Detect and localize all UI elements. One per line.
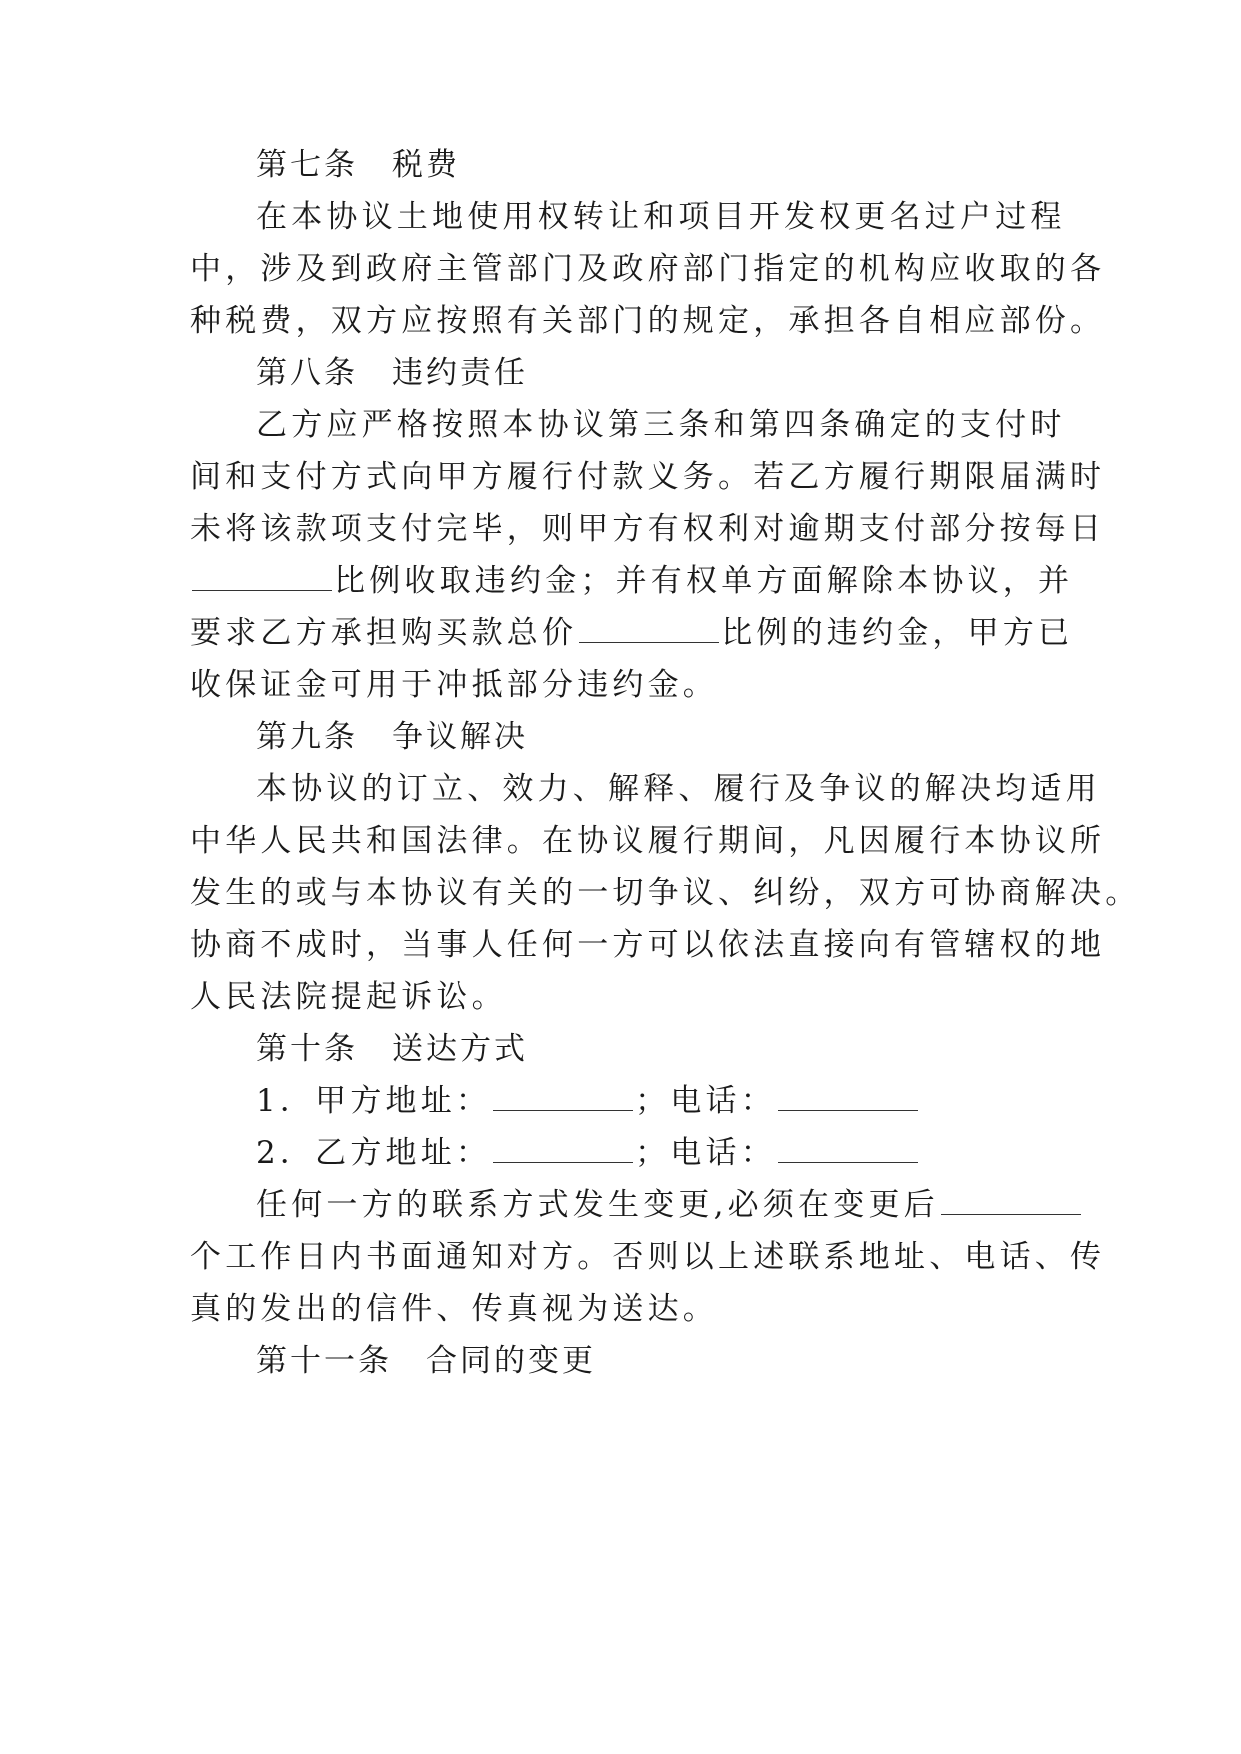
article-title: 税费 xyxy=(392,147,460,183)
notice-days-blank[interactable] xyxy=(941,1188,1081,1215)
party-a-phone-blank[interactable] xyxy=(778,1084,918,1111)
article-number: 第七条 xyxy=(256,147,358,183)
paragraph-text: 要求乙方承担购买款总价 xyxy=(190,615,578,651)
article-11-heading xyxy=(256,1341,1070,1381)
party-a-contact-line xyxy=(256,1081,1070,1121)
article-number: 第九条 xyxy=(256,719,358,755)
paragraph-text: 比例收取违约金；并有权单方面解除本协议，并 xyxy=(334,563,1074,599)
article-10-heading xyxy=(256,1029,1070,1069)
article-title: 送达方式 xyxy=(392,1031,528,1067)
party-a-address-blank[interactable] xyxy=(493,1084,633,1111)
article-number: 第八条 xyxy=(256,355,358,391)
article-9-heading xyxy=(256,717,1070,757)
article-title: 争议解决 xyxy=(392,719,528,755)
party-b-address-blank[interactable] xyxy=(493,1136,633,1163)
fill-blank-penalty-rate[interactable] xyxy=(579,616,719,643)
paragraph-line: 收保证金可用于冲抵部分违约金。 xyxy=(190,667,718,703)
paragraph-line: 真的发出的信件、传真视为送达。 xyxy=(190,1291,718,1327)
article-title: 违约责任 xyxy=(392,355,528,391)
paragraph-text: 比例的违约金，甲方已 xyxy=(721,615,1074,651)
paragraph-text: 任何一方的联系方式发生变更,必须在变更后 xyxy=(256,1187,939,1223)
party-b-phone-blank[interactable] xyxy=(778,1136,918,1163)
paragraph-line: 乙方应严格按照本协议第三条和第四条确定的支付时 xyxy=(256,407,1066,443)
article-7-heading xyxy=(256,145,1070,185)
address-label: 2．乙方地址： xyxy=(256,1135,492,1171)
article-8-heading xyxy=(256,353,1070,393)
article-title: 合同的变更 xyxy=(426,1343,596,1379)
article-number: 第十一条 xyxy=(256,1343,392,1379)
paragraph-line: 人民法院提起诉讼。 xyxy=(190,979,507,1015)
paragraph-line: 协商不成时，当事人任何一方可以依法直接向有管辖权的地 xyxy=(190,927,1106,963)
paragraph-line: 发生的或与本协议有关的一切争议、纠纷，双方可协商解决。 xyxy=(190,875,1141,911)
paragraph-line: 未将该款项支付完毕，则甲方有权利对逾期支付部分按每日 xyxy=(190,511,1106,547)
paragraph-line xyxy=(256,1185,1070,1225)
paragraph-line: 中华人民共和国法律。在协议履行期间，凡因履行本协议所 xyxy=(190,823,1106,859)
paragraph-line: 中，涉及到政府主管部门及政府部门指定的机构应收取的各 xyxy=(190,251,1106,287)
paragraph-line xyxy=(190,561,1074,601)
address-label: 1．甲方地址： xyxy=(256,1083,492,1119)
paragraph-line: 种税费，双方应按照有关部门的规定，承担各自相应部份。 xyxy=(190,303,1106,339)
paragraph-line: 个工作日内书面通知对方。否则以上述联系地址、电话、传 xyxy=(190,1239,1106,1275)
paragraph-line: 间和支付方式向甲方履行付款义务。若乙方履行期限届满时 xyxy=(190,459,1106,495)
fill-blank-daily-rate[interactable] xyxy=(192,564,332,591)
phone-label: ；电话： xyxy=(635,1135,776,1171)
phone-label: ；电话： xyxy=(635,1083,776,1119)
party-b-contact-line xyxy=(256,1133,1070,1173)
paragraph-line: 本协议的订立、效力、解释、履行及争议的解决均适用 xyxy=(256,771,1101,807)
article-number: 第十条 xyxy=(256,1031,358,1067)
paragraph-line: 在本协议土地使用权转让和项目开发权更名过户过程 xyxy=(256,199,1066,235)
paragraph-line xyxy=(190,613,1074,653)
